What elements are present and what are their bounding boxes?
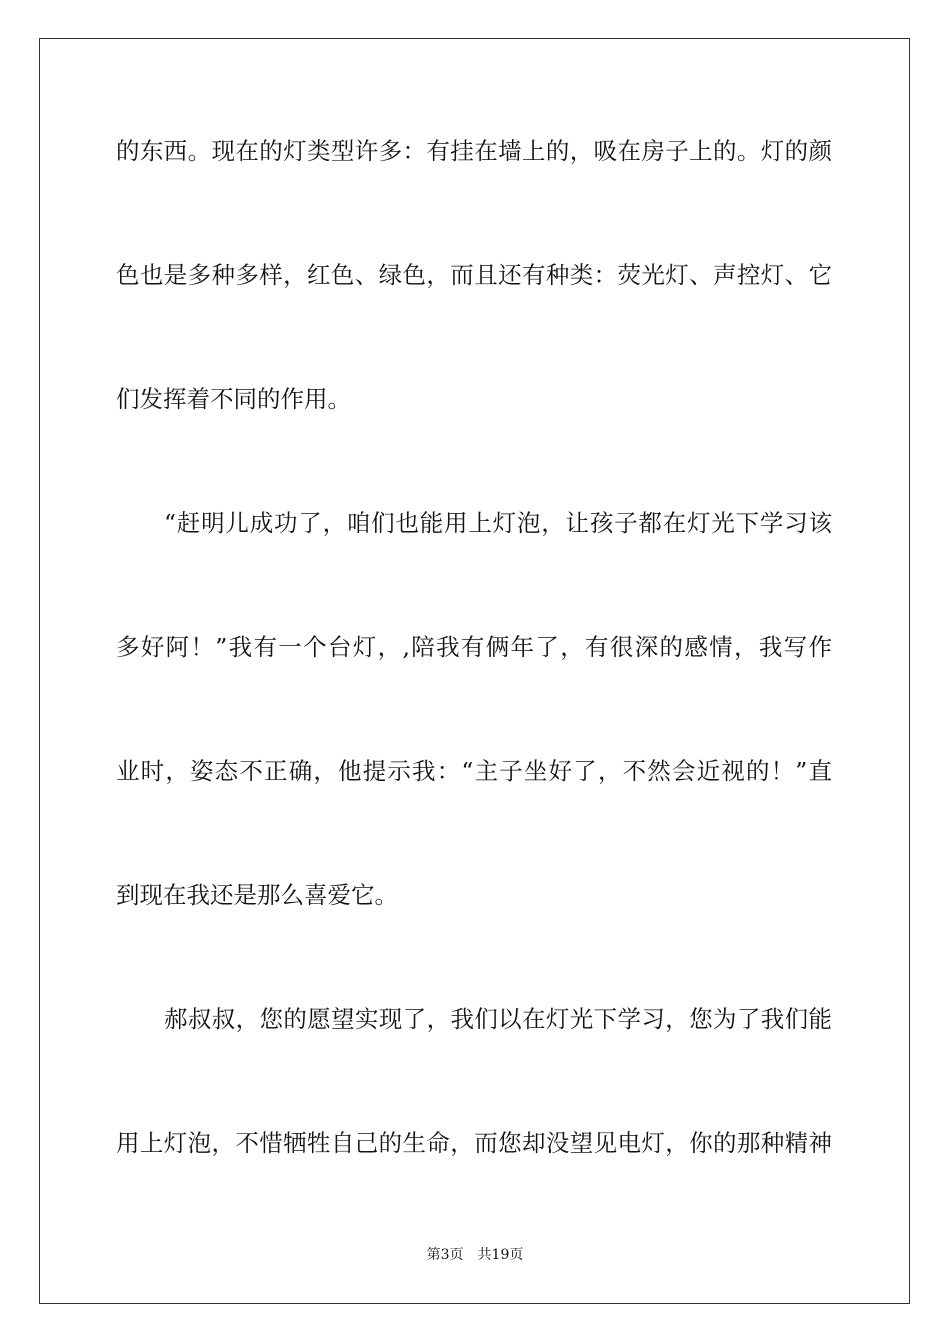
paragraph-line-5: 多好阿！”我有一个台灯，,陪我有俩年了，有很深的感情，我写作 (116, 633, 832, 661)
page-total: 共19页 (477, 1247, 524, 1263)
paragraph-line-2: 色也是多种多样，红色、绿色，而且还有种类：荧光灯、声控灯、它 (116, 261, 832, 289)
page-number: 第3页 (426, 1247, 464, 1263)
paragraph-line-4: “赶明儿成功了，咱们也能用上灯泡，让孩子都在灯光下学习该 (164, 509, 832, 537)
paragraph-line-9: 用上灯泡，不惜牺牲自己的生命，而您却没望见电灯，你的那种精神 (116, 1129, 832, 1157)
paragraph-line-1: 的东西。现在的灯类型许多：有挂在墙上的，吸在房子上的。灯的颜 (116, 137, 832, 165)
paragraph-line-8: 郝叔叔，您的愿望实现了，我们以在灯光下学习，您为了我们能 (164, 1005, 832, 1033)
paragraph-line-3: 们发挥着不同的作用。 (116, 385, 351, 413)
page-border (39, 38, 910, 1304)
paragraph-line-6: 业时，姿态不正确，他提示我：“主子坐好了，不然会近视的！”直 (116, 757, 832, 785)
paragraph-line-7: 到现在我还是那么喜爱它。 (116, 881, 398, 909)
page-footer (0, 1246, 950, 1264)
